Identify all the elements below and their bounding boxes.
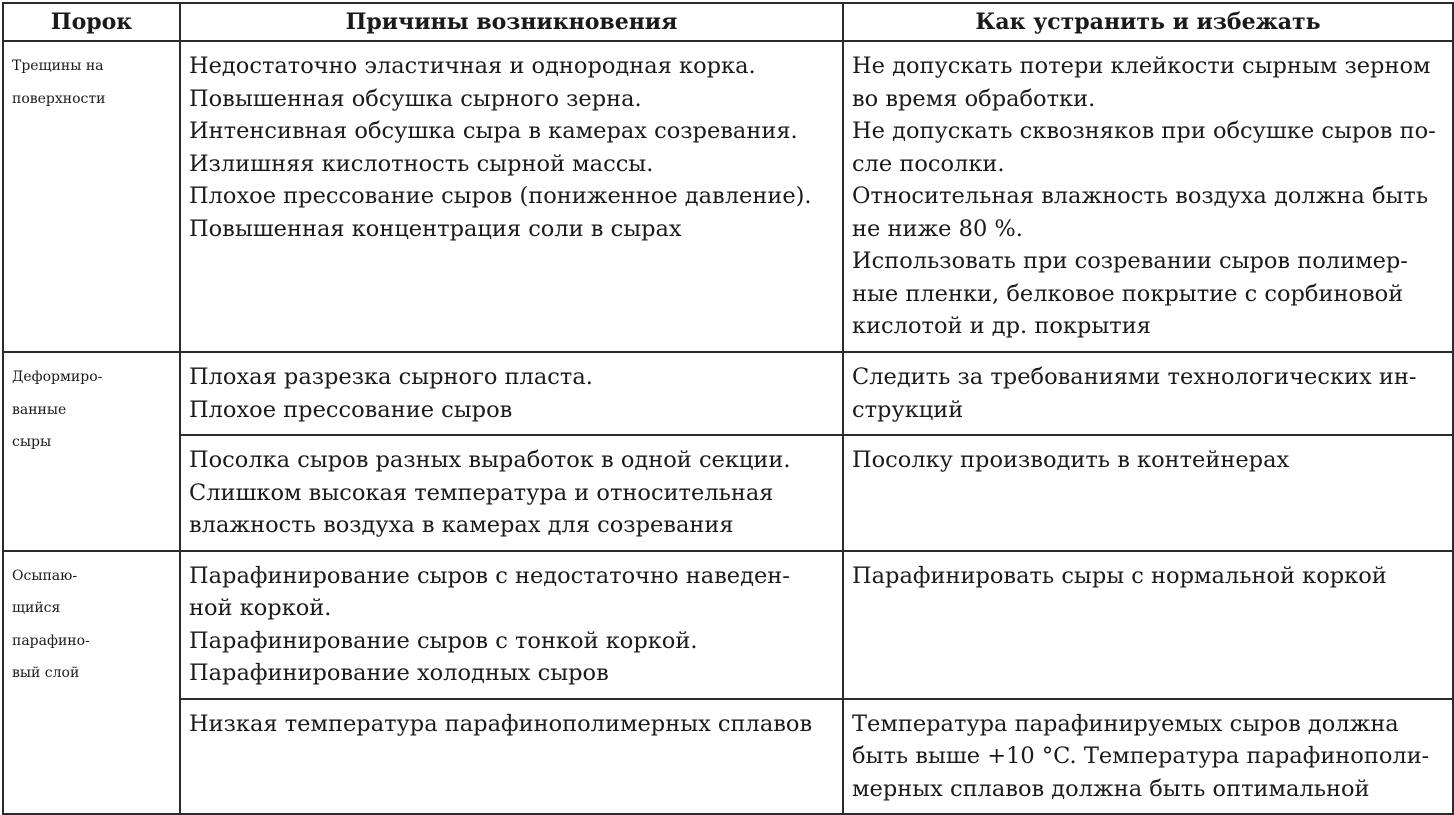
cause-text: Слишком высокая температура и относительная [189,479,774,506]
defect-text: вый слой [12,665,80,681]
causes-cell [180,352,843,435]
cause-text: влажность воздуха в камерах для созревания [189,512,734,538]
cause-text: Недостаточно эластичная и однородная корка. [189,53,756,79]
remedy-text: не ниже 80 %. [852,215,1023,242]
defects-table-container [2,2,1452,815]
header-remedy: Как устранить и избежать [843,3,1453,41]
remedy-text: Использовать при созревании сыров полимер- [852,248,1408,274]
table-row [3,435,1453,551]
remedy-text: быть выше +10 °C. Температура парафинополи- [852,743,1430,769]
defect-text: поверхности [12,90,106,107]
remedy-text: Парафинировать сыры с нормальной коркой [852,562,1387,589]
cause-text: Парафинирование холодных сыров [189,660,609,686]
remedy-text: мерных сплавов должна быть оптимальной [852,775,1370,802]
defect-text: Осыпаю- [12,567,78,584]
remedy-cell [843,352,1453,435]
remedy-cell [843,551,1453,699]
causes-cell [180,41,843,352]
remedy-text: сле посолки. [852,150,1005,177]
cause-text: Повышенная обсушка сырного зерна. [189,85,642,112]
remedy-cell [843,699,1453,815]
causes-cell [180,551,843,699]
remedy-text: струкций [852,396,964,423]
defect-text: Трещины на [12,58,104,74]
header-defect: Порок [3,3,180,41]
cause-text: ной коркой. [189,595,332,621]
remedy-text: Не допускать потери клейкости сырным зерном [852,53,1431,79]
remedy-cell [843,41,1453,352]
header-causes: Причины возникновения [180,3,843,41]
defect-text: ванные [12,401,67,418]
remedy-text: Температура парафинируемых сыров должна [852,710,1399,737]
defect-cell [3,352,180,551]
remedy-text: ные пленки, белковое покрытие с сорбиновой [852,280,1404,307]
cause-text: Излишняя кислотность сырной массы. [189,150,654,177]
remedy-text: Не допускать сквозняков при обсушке сыров по- [852,118,1436,144]
causes-cell [180,699,843,815]
table-row [3,699,1453,815]
defect-text: Деформиро- [12,369,103,385]
cause-text: Повышенная концентрация соли в сырах [189,215,682,242]
table-row [3,551,1453,699]
cause-text: Плохое прессование сыров (пониженное давление). [189,183,812,209]
cause-text: Плохая разрезка сырного пласта. [189,364,593,390]
cause-text: Плохое прессование сыров [189,396,513,423]
defect-text: сыры [12,434,52,450]
table-row [3,41,1453,352]
defect-text: щийся [12,600,61,616]
defect-text: парафино- [12,632,90,649]
table-row [3,352,1453,435]
remedy-text: Относительная влажность воздуха должна быть [852,183,1429,209]
cause-text: Интенсивная обсушка сыра в камерах созревания. [189,118,798,144]
cause-text: Парафинирование сыров с недостаточно наведен- [189,562,790,589]
cheese-defects-table [2,2,1454,815]
cause-text: Парафинирование сыров с тонкой коркой. [189,627,698,654]
remedy-text: во время обработки. [852,85,1096,112]
cause-text: Низкая температура парафинополимерных сплавов [189,710,813,737]
remedy-text: Следить за требованиями технологических ин- [852,364,1417,390]
remedy-text: Посолку производить в контейнерах [852,447,1290,473]
defect-cell [3,551,180,815]
remedy-text: кислотой и др. покрытия [852,313,1151,339]
causes-cell [180,435,843,551]
header-row [3,3,1453,41]
defect-cell [3,41,180,352]
cause-text: Посолка сыров разных выработок в одной секции. [189,447,791,473]
remedy-cell [843,435,1453,551]
